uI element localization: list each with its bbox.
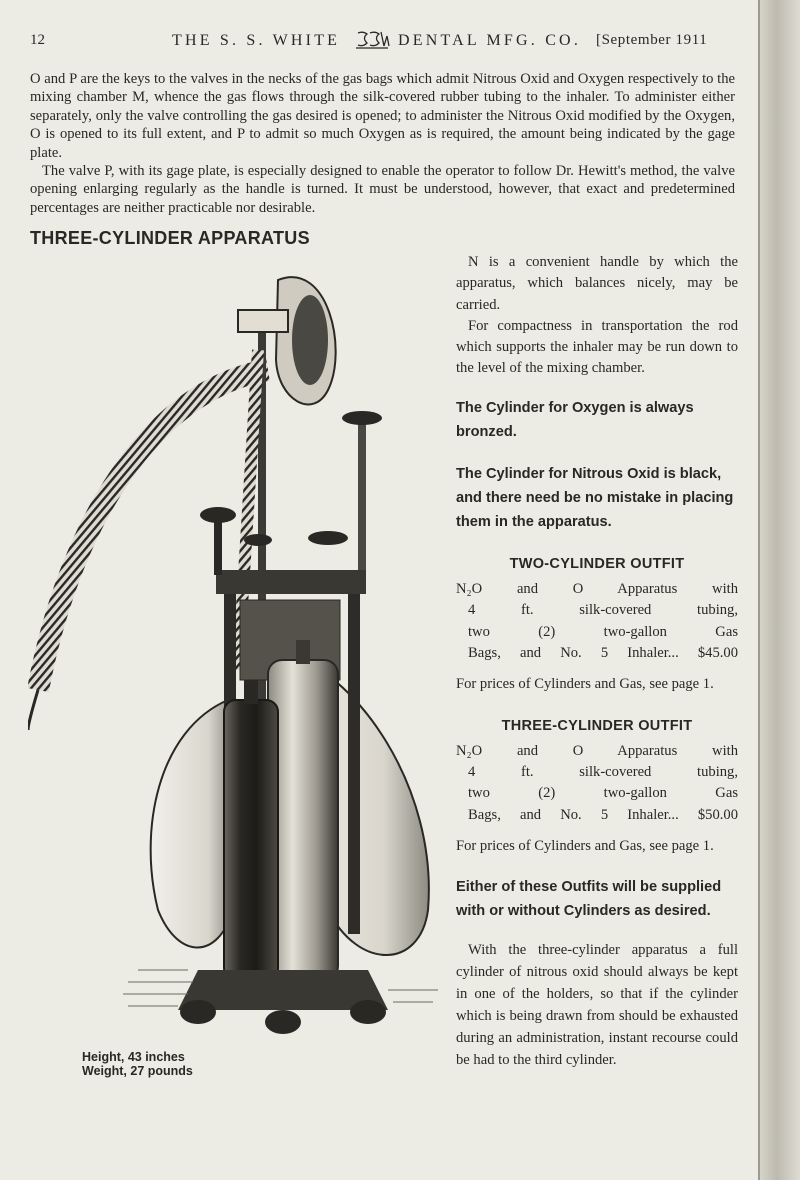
page-header <box>0 24 760 52</box>
caption-height: Height, 43 inches <box>82 1050 185 1064</box>
figure-caption <box>82 1050 282 1078</box>
adjacent-page-edge <box>758 0 800 1180</box>
two-cylinder-heading: TWO-CYLINDER OUTFIT <box>509 555 685 572</box>
final-paragraph: With the three-cylinder apparatus a full cylinder of nitrous oxid should always be kept in one of the holders, so that if the cylinder which is being drawn from should be exhausted during an administration, instant recourse could be had to the third cylinder. <box>456 942 738 1069</box>
company-logo <box>354 30 390 50</box>
three-cylinder-line: two (2) two-gallon Gas <box>468 785 738 802</box>
compactness-note: For compactness in transportation the rod which supports the inhaler may be run down to the level of the mixing chamber. <box>456 317 738 377</box>
oxygen-cylinder-note: The Cylinder for Oxygen is always bronzed. <box>456 399 694 440</box>
two-cylinder-line: N₂O and O Apparatus with <box>456 581 738 598</box>
two-cylinder-price-line: Bags, and No. 5 Inhaler... $45.00 <box>468 644 738 661</box>
three-cylinder-price-line: Bags, and No. 5 Inhaler... $50.00 <box>468 806 738 823</box>
outfits-availability-note: Either of these Outfits will be supplied with or without Cylinders as desired. <box>456 879 722 920</box>
three-cylinder-price-note: For prices of Cylinders and Gas, see page 1. <box>456 838 714 855</box>
three-cylinder-line: 4 ft. silk-covered tubing, <box>468 764 738 781</box>
description-column <box>456 252 738 1071</box>
manufacturer-name-right: DENTAL MFG. CO. <box>398 32 582 49</box>
nitrous-cylinder-note: The Cylinder for Nitrous Oxid is black, and there need be no mistake in placing them in the apparatus. <box>456 465 734 530</box>
two-cylinder-line: 4 ft. silk-covered tubing, <box>468 602 738 619</box>
three-cylinder-heading: THREE-CYLINDER OUTFIT <box>501 717 693 734</box>
two-cylinder-line: two (2) two-gallon Gas <box>468 623 738 640</box>
issue-date: [September 1911 <box>596 32 708 48</box>
intro-text <box>30 70 735 217</box>
figure-title: THREE-CYLINDER APPARATUS <box>30 228 310 248</box>
three-cylinder-apparatus-illustration <box>28 270 448 1070</box>
intro-paragraph: The valve P, with its gage plate, is especially designed to enable the operator to follow Dr. Hewitt's method, the valve opening enlarging regularly as the handle is turned. It must be understood, however, that exact and predetermined percentages are neither practicable nor desirable. <box>30 163 735 216</box>
manufacturer-name-left: THE S. S. WHITE <box>172 32 341 49</box>
three-cylinder-outfit <box>456 741 738 826</box>
intro-paragraph: O and P are the keys to the valves in the necks of the gas bags which admit Nitrous Oxid and Oxygen respectively to the mixing chamber M, whence the gas flows through the silk-covered rubber tubing to the inhaler. To administer either separately, only the valve controlling the gas desired is opened; to administer the Nitrous Oxid modified by the Oxygen, O is opened to its full extent, and P to admit so much Oxygen as is required, the amount being indicated by the gage plate. <box>30 71 735 161</box>
caption-weight: Weight, 27 pounds <box>82 1064 193 1078</box>
two-cylinder-price-note: For prices of Cylinders and Gas, see page 1. <box>456 676 714 693</box>
three-cylinder-line: N₂O and O Apparatus with <box>456 742 738 759</box>
page-number: 12 <box>30 32 45 48</box>
handle-note: N is a convenient handle by which the apparatus, which balances nicely, may be carried. <box>456 254 738 313</box>
two-cylinder-outfit <box>456 579 738 664</box>
